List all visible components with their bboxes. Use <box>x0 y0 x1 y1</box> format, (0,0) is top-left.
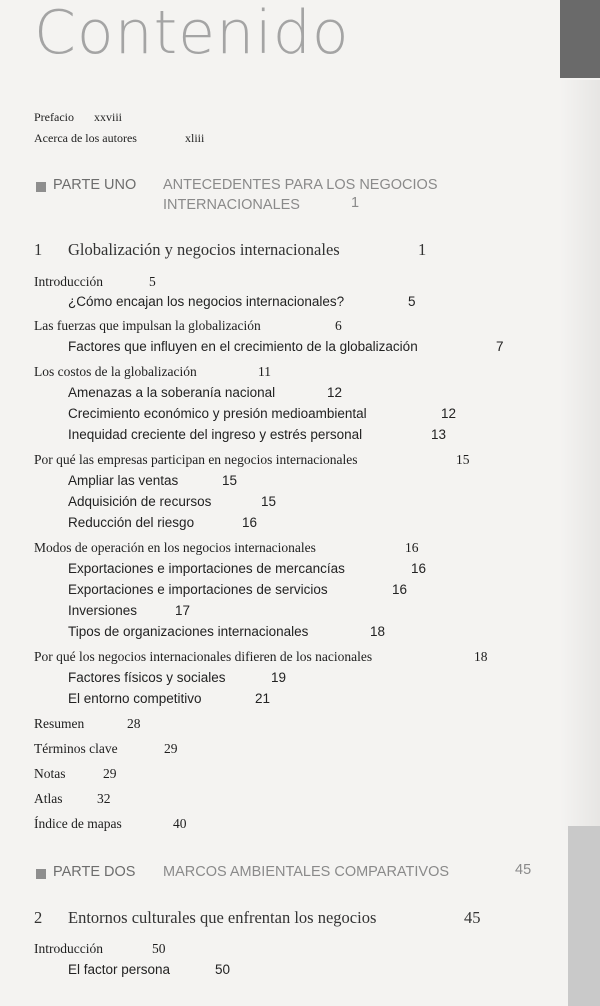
toc-entry <box>68 339 504 354</box>
entry-text: Crecimiento económico y presión medioambiental <box>68 406 367 421</box>
toc-entry <box>68 561 427 576</box>
entry-page: 16 <box>411 561 427 576</box>
chapter-page: 1 <box>418 240 427 259</box>
entry-text: Ampliar las ventas <box>68 473 179 488</box>
entry-page: 18 <box>370 624 386 639</box>
entry-page: 13 <box>431 427 447 442</box>
entry-page: 18 <box>474 649 488 664</box>
entry-page: 6 <box>335 318 342 333</box>
entry-page: 19 <box>271 670 287 685</box>
entry-page: 16 <box>405 540 419 555</box>
facing-page-edge <box>568 826 600 1006</box>
part-name: PARTE UNO <box>53 177 137 193</box>
toc-entry <box>34 941 166 957</box>
entry-page: 32 <box>97 791 111 806</box>
part-title-line1: ANTECEDENTES PARA LOS NEGOCIOS <box>163 177 438 193</box>
page-title: Contenido <box>34 0 350 68</box>
entry-page: 11 <box>258 364 271 379</box>
toc-entry <box>68 670 287 685</box>
toc-entry <box>68 624 386 639</box>
entry-page: 15 <box>456 452 470 467</box>
entry-text: Adquisición de recursos <box>68 494 212 509</box>
toc-entry <box>68 515 258 530</box>
entry-text: El factor persona <box>68 962 171 977</box>
part-page: 45 <box>515 862 532 878</box>
toc-entry <box>68 691 271 706</box>
toc-entry <box>68 385 343 400</box>
toc-entry <box>68 603 191 618</box>
entry-text: Tipos de organizaciones internacionales <box>68 624 309 639</box>
part-name: PARTE DOS <box>53 864 136 880</box>
entry-text: Por qué los negocios internacionales difieren de los nacionales <box>34 649 373 664</box>
part-title-line2: INTERNACIONALES <box>163 197 300 213</box>
entry-page: 5 <box>149 274 156 289</box>
entry-text: Índice de mapas <box>34 816 122 831</box>
entry-page: 17 <box>175 603 191 618</box>
entry-text: Introducción <box>34 274 103 289</box>
toc-entry <box>34 716 141 732</box>
entry-text: Factores físicos y sociales <box>68 670 226 685</box>
toc-entry <box>68 294 416 309</box>
entry-text: Amenazas a la soberanía nacional <box>68 385 276 400</box>
front-matter-label: Acerca de los autores <box>34 131 137 145</box>
entry-page: 40 <box>173 816 187 831</box>
entry-page: 15 <box>261 494 277 509</box>
toc-entry <box>68 427 447 442</box>
toc-entry <box>34 364 271 380</box>
toc-entry <box>34 649 488 665</box>
entry-page: 28 <box>127 716 141 731</box>
toc-entry <box>34 816 187 832</box>
edge-tab <box>560 0 600 78</box>
toc-entry <box>68 494 277 509</box>
part-one-heading <box>34 177 560 217</box>
entry-page: 5 <box>408 294 416 309</box>
part-title-line1: MARCOS AMBIENTALES COMPARATIVOS <box>163 864 450 880</box>
entry-page: 16 <box>242 515 258 530</box>
toc-entry <box>34 791 111 807</box>
entry-page: 15 <box>222 473 238 488</box>
entry-text: Resumen <box>34 716 85 731</box>
entry-page: 29 <box>164 741 178 756</box>
chapter-title: Globalización y negocios internacionales <box>68 240 340 259</box>
toc-entry <box>68 406 457 421</box>
square-bullet-icon <box>36 182 46 192</box>
toc-entry <box>68 582 408 597</box>
entry-text: Términos clave <box>34 741 118 756</box>
toc-entry <box>34 274 156 290</box>
entry-page: 50 <box>152 941 166 956</box>
chapter-number: 2 <box>34 908 43 927</box>
toc-entry <box>68 473 238 488</box>
entry-page: 50 <box>215 962 231 977</box>
square-bullet-icon <box>36 869 46 879</box>
entry-text: Exportaciones e importaciones de servicios <box>68 582 328 597</box>
entry-page: 12 <box>441 406 457 421</box>
toc-entry <box>34 452 470 468</box>
chapter-page: 45 <box>464 908 481 927</box>
entry-text: Los costos de la globalización <box>34 364 197 379</box>
entry-text: Por qué las empresas participan en negocios internacionales <box>34 452 358 467</box>
part-two-heading <box>34 864 560 904</box>
toc-entry <box>34 318 342 334</box>
front-matter-label: Prefacio <box>34 110 74 124</box>
toc-entry <box>34 766 117 782</box>
front-matter-page: xliii <box>185 131 205 145</box>
entry-text: Inversiones <box>68 603 138 618</box>
entry-page: 29 <box>103 766 117 781</box>
entry-text: Las fuerzas que impulsan la globalización <box>34 318 261 333</box>
entry-text: Factores que influyen en el crecimiento de la globalización <box>68 339 418 354</box>
chapter-title: Entornos culturales que enfrentan los negocios <box>68 908 377 927</box>
toc-entry <box>34 741 178 757</box>
front-matter-page: xxviii <box>94 110 123 124</box>
facing-page-shadow <box>560 80 600 830</box>
entry-text: Modos de operación en los negocios internacionales <box>34 540 316 555</box>
entry-page: 7 <box>496 339 504 354</box>
entry-text: Atlas <box>34 791 63 806</box>
toc-entry <box>68 962 231 977</box>
toc-entry <box>34 540 419 556</box>
entry-page: 12 <box>327 385 343 400</box>
chapter-number: 1 <box>34 240 43 259</box>
entry-text: ¿Cómo encajan los negocios internacionales? <box>68 294 345 309</box>
entry-page: 21 <box>255 691 271 706</box>
entry-text: Introducción <box>34 941 103 956</box>
entry-text: Reducción del riesgo <box>68 515 195 530</box>
entry-text: Inequidad creciente del ingreso y estrés personal <box>68 427 363 442</box>
part-page: 1 <box>351 195 360 211</box>
entry-text: Notas <box>34 766 66 781</box>
entry-page: 16 <box>392 582 408 597</box>
entry-text: El entorno competitivo <box>68 691 202 706</box>
entry-text: Exportaciones e importaciones de mercancías <box>68 561 345 576</box>
